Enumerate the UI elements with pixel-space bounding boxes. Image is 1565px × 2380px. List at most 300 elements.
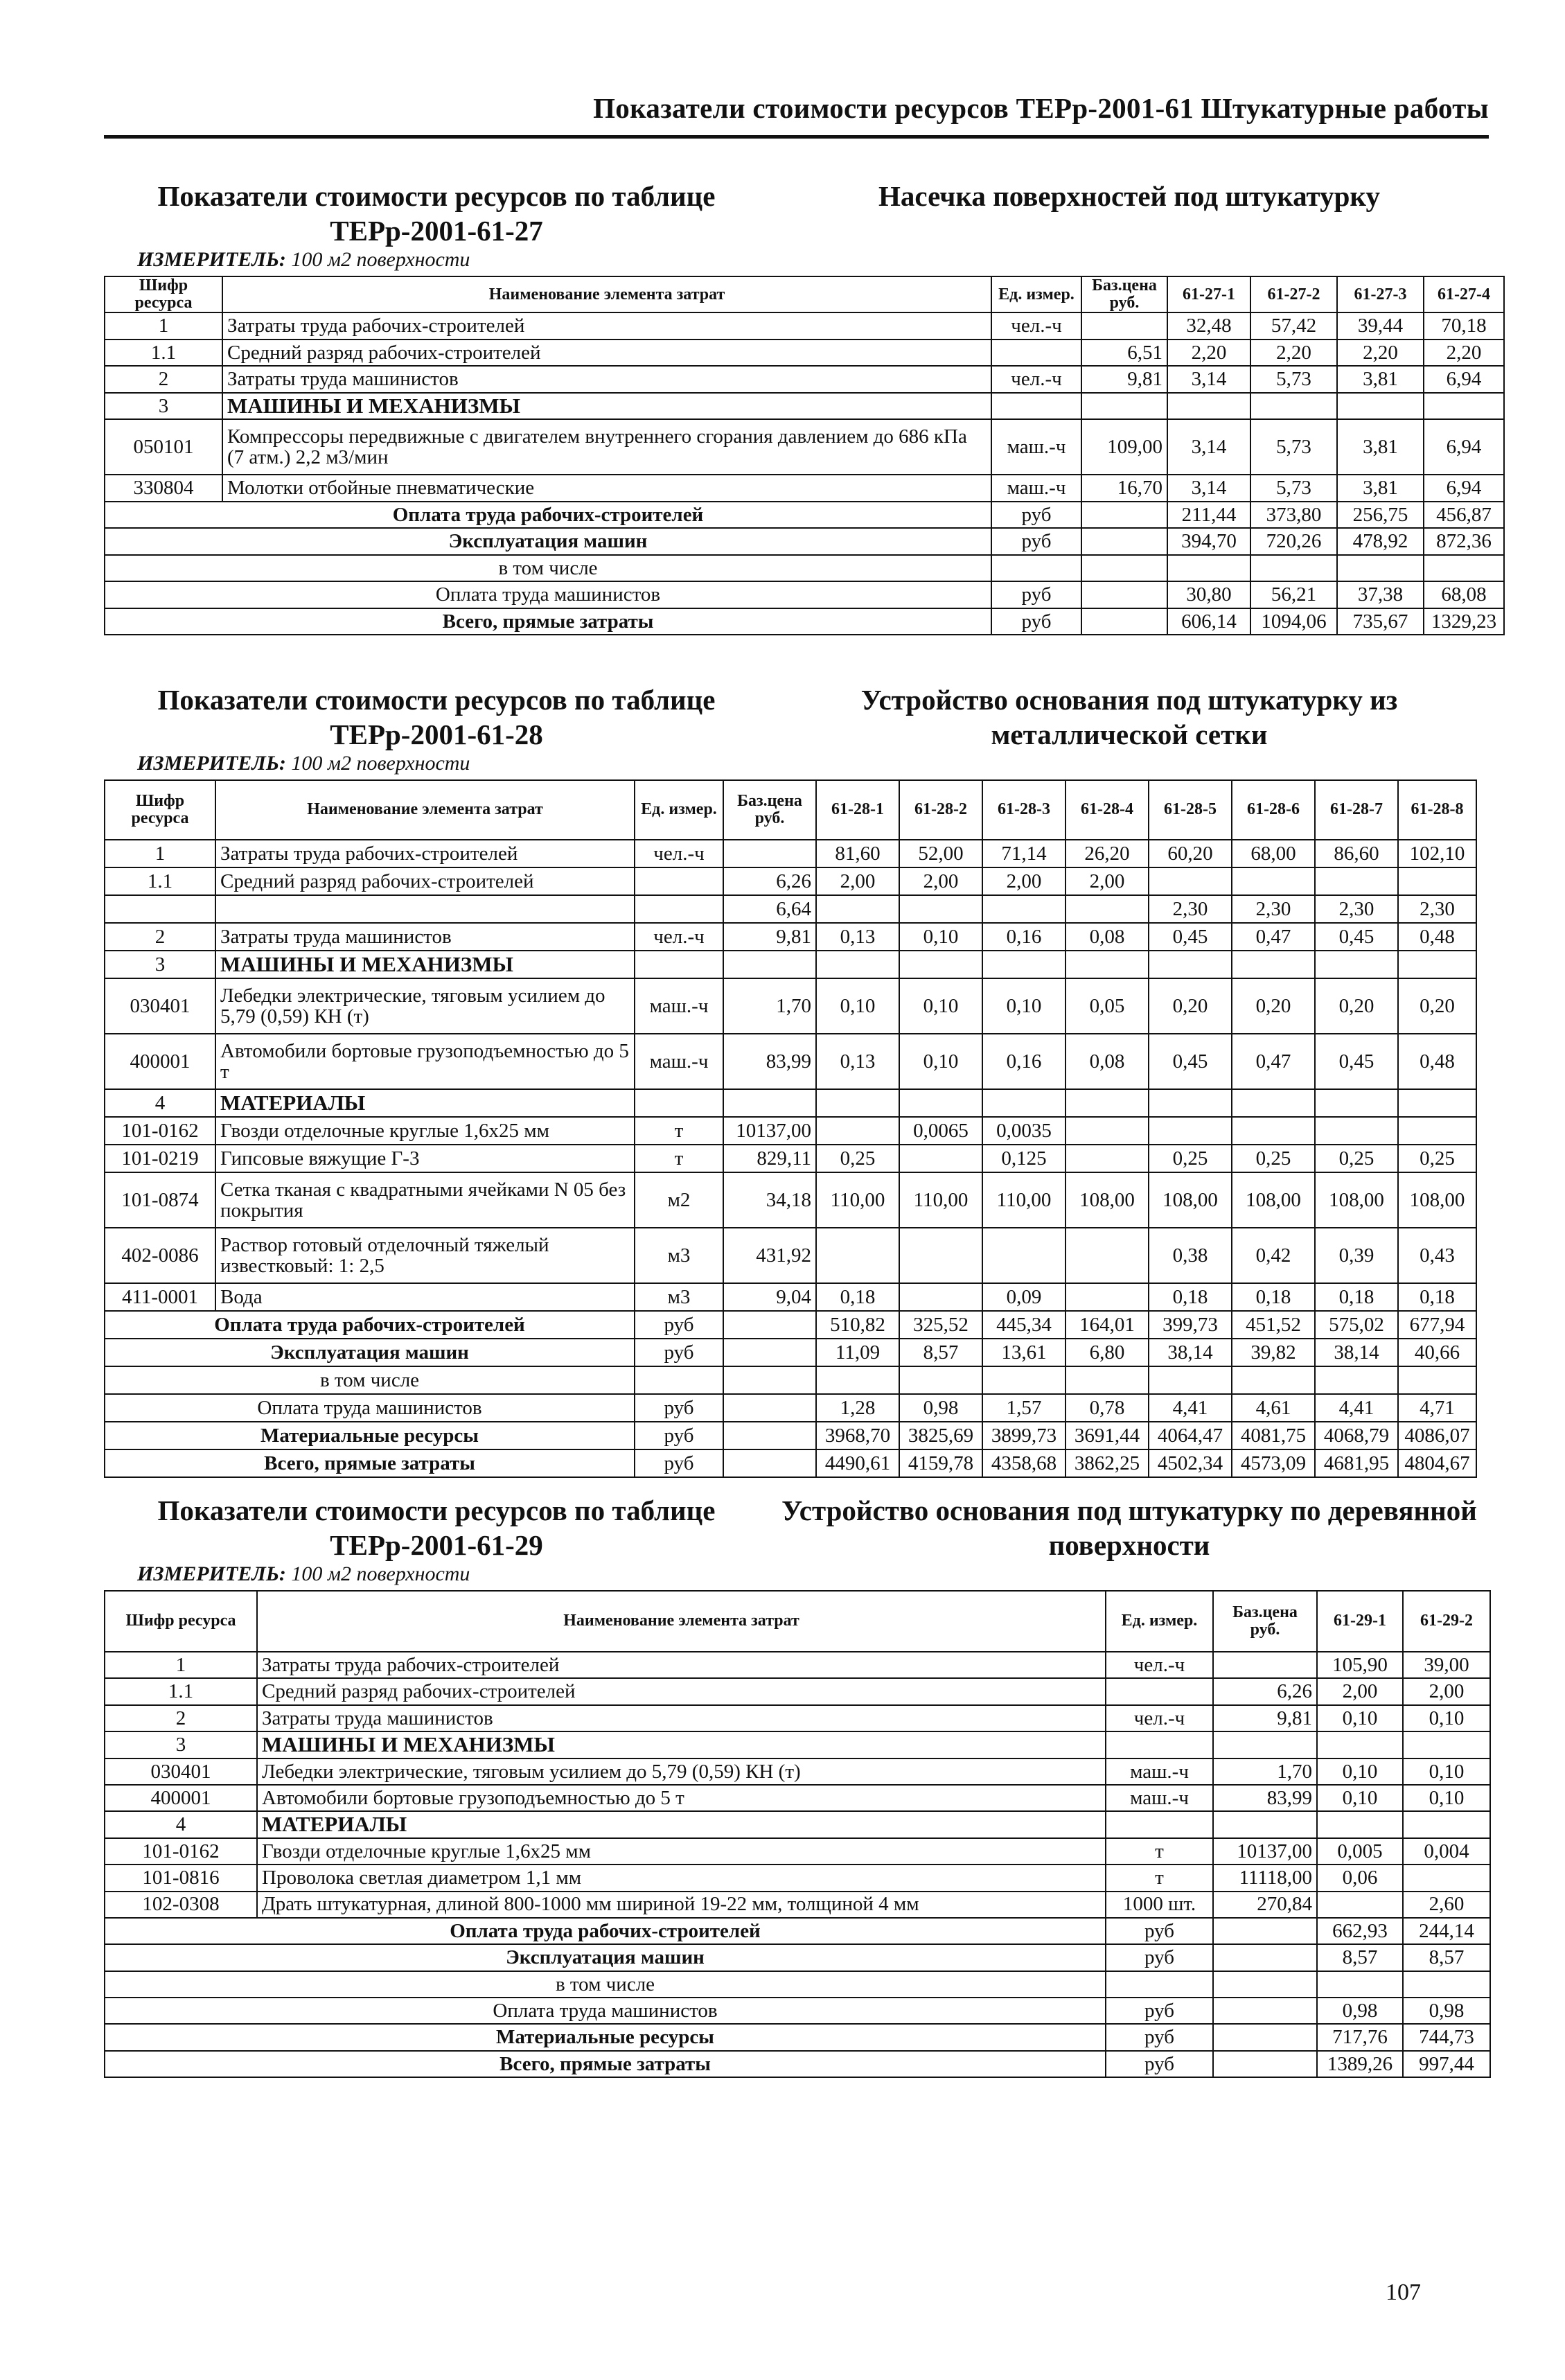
summary-value: 3691,44 — [1066, 1422, 1149, 1449]
norm-value — [1317, 1811, 1403, 1837]
summary-value — [1317, 1971, 1403, 1998]
norm-value: 2,20 — [1337, 340, 1424, 367]
column-header: Ед. измер. — [991, 276, 1081, 312]
norm-value: 0,0035 — [982, 1117, 1066, 1145]
summary-value: 4502,34 — [1149, 1449, 1232, 1477]
unit: чел.-ч — [1106, 1705, 1213, 1731]
norm-value: 2,00 — [1317, 1678, 1403, 1704]
norm-value: 52,00 — [899, 840, 982, 867]
resource-code: 101-0816 — [105, 1865, 257, 1891]
resource-table — [104, 779, 1477, 1478]
summary-value: 164,01 — [1066, 1311, 1149, 1339]
norm-value: 0,45 — [1315, 1034, 1398, 1089]
summary-label: Оплата труда машинистов — [105, 581, 991, 608]
resource-name: Раствор готовый отделочный тяжелый известковый: 1: 2,5 — [215, 1228, 635, 1283]
norm-value: 0,10 — [1403, 1758, 1490, 1785]
resource-code: 1.1 — [105, 340, 222, 367]
summary-row — [105, 1918, 1490, 1944]
base-price: 34,18 — [723, 1172, 816, 1228]
resource-code: 1 — [105, 312, 222, 340]
unit: руб — [1106, 1944, 1213, 1971]
table-row — [105, 1811, 1490, 1837]
measure-value: 100 м2 поверхности — [291, 1562, 470, 1585]
column-header: Наименование элемента затрат — [222, 276, 991, 312]
base-price: 9,81 — [1081, 366, 1167, 393]
norm-value: 2,00 — [982, 867, 1066, 895]
base-price-empty — [1081, 502, 1167, 529]
column-header: Наименование элемента затрат — [215, 780, 635, 840]
summary-row — [105, 528, 1504, 555]
summary-label: Оплата труда машинистов — [105, 1394, 635, 1422]
base-price: 270,84 — [1213, 1892, 1317, 1918]
unit: маш.-ч — [635, 1034, 723, 1089]
unit: т — [1106, 1838, 1213, 1865]
norm-value: 108,00 — [1066, 1172, 1149, 1228]
base-price: 1,70 — [723, 978, 816, 1034]
unit: маш.-ч — [1106, 1758, 1213, 1785]
summary-value: 4490,61 — [816, 1449, 899, 1477]
norm-value: 0,05 — [1066, 978, 1149, 1034]
base-price: 9,81 — [1213, 1705, 1317, 1731]
summary-value: 1,57 — [982, 1394, 1066, 1422]
norm-value — [1066, 1117, 1149, 1145]
norm-value: 0,16 — [982, 1034, 1066, 1089]
summary-label: Эксплуатация машин — [105, 528, 991, 555]
base-price — [1081, 393, 1167, 420]
base-price-empty — [1081, 555, 1167, 582]
norm-value — [1398, 1089, 1476, 1117]
summary-value: 0,98 — [899, 1394, 982, 1422]
table-row — [105, 1705, 1490, 1731]
norm-value: 0,08 — [1066, 923, 1149, 951]
summary-value: 1389,26 — [1317, 2051, 1403, 2077]
norm-value: 0,25 — [1398, 1145, 1476, 1172]
norm-value: 0,25 — [816, 1145, 899, 1172]
summary-value: 575,02 — [1315, 1311, 1398, 1339]
norm-value: 5,73 — [1250, 419, 1337, 475]
summary-value: 720,26 — [1250, 528, 1337, 555]
norm-value: 0,18 — [1398, 1283, 1476, 1311]
norm-value — [1317, 1731, 1403, 1758]
resource-code: 4 — [105, 1811, 257, 1837]
table-row — [105, 978, 1476, 1034]
norm-value: 70,18 — [1424, 312, 1504, 340]
resource-code: 1.1 — [105, 1678, 257, 1704]
norm-value — [816, 951, 899, 978]
norm-value: 0,20 — [1232, 978, 1315, 1034]
base-price: 829,11 — [723, 1145, 816, 1172]
norm-value — [1398, 1117, 1476, 1145]
summary-value — [1398, 1366, 1476, 1394]
unit: маш.-ч — [991, 475, 1081, 502]
resource-code: 101-0874 — [105, 1172, 215, 1228]
norm-value — [1232, 867, 1315, 895]
resource-code: 3 — [105, 951, 215, 978]
resource-code: 400001 — [105, 1785, 257, 1811]
summary-value — [1403, 1971, 1490, 1998]
summary-value: 211,44 — [1167, 502, 1250, 529]
summary-value: 677,94 — [1398, 1311, 1476, 1339]
base-price: 109,00 — [1081, 419, 1167, 475]
summary-value: 606,14 — [1167, 608, 1250, 635]
norm-value: 2,00 — [899, 867, 982, 895]
summary-value: 4081,75 — [1232, 1422, 1315, 1449]
norm-value: 0,18 — [1315, 1283, 1398, 1311]
resource-code: 402-0086 — [105, 1228, 215, 1283]
summary-value: 744,73 — [1403, 2024, 1490, 2050]
section-table-61-29 — [104, 1493, 1489, 2075]
base-price — [1213, 1731, 1317, 1758]
summary-label: Всего, прямые затраты — [105, 2051, 1106, 2077]
norm-value: 3,14 — [1167, 475, 1250, 502]
summary-value: 244,14 — [1403, 1918, 1490, 1944]
norm-value: 0,16 — [982, 923, 1066, 951]
table-header-row — [105, 276, 1504, 312]
resource-name: МАШИНЫ И МЕХАНИЗМЫ — [257, 1731, 1106, 1758]
norm-value — [1424, 393, 1504, 420]
norm-value: 2,20 — [1167, 340, 1250, 367]
summary-value — [1066, 1366, 1149, 1394]
table-header-row — [105, 780, 1476, 840]
resource-code: 030401 — [105, 978, 215, 1034]
base-price-empty — [723, 1394, 816, 1422]
resource-code: 3 — [105, 393, 222, 420]
measure-line — [137, 1562, 470, 1586]
section-subtitle: Устройство основания под штукатурку из металлической сетки — [860, 684, 1398, 750]
base-price — [723, 1089, 816, 1117]
norm-value: 0,10 — [899, 978, 982, 1034]
summary-row — [105, 1394, 1476, 1422]
table-row — [105, 1652, 1490, 1678]
norm-value: 3,14 — [1167, 366, 1250, 393]
unit — [991, 555, 1081, 582]
summary-label: Эксплуатация машин — [105, 1339, 635, 1366]
norm-value: 108,00 — [1232, 1172, 1315, 1228]
summary-label: Оплата труда рабочих-строителей — [105, 502, 991, 529]
summary-value: 37,38 — [1337, 581, 1424, 608]
norm-value: 0,10 — [1317, 1785, 1403, 1811]
norm-value: 0,45 — [1149, 1034, 1232, 1089]
norm-value: 110,00 — [899, 1172, 982, 1228]
base-price: 1,70 — [1213, 1758, 1317, 1785]
norm-value — [899, 1089, 982, 1117]
summary-value: 4,71 — [1398, 1394, 1476, 1422]
summary-value: 8,57 — [1317, 1944, 1403, 1971]
column-header: 61-28-3 — [982, 780, 1066, 840]
norm-value: 26,20 — [1066, 840, 1149, 867]
unit: руб — [1106, 2051, 1213, 2077]
norm-value — [1315, 951, 1398, 978]
norm-value: 71,14 — [982, 840, 1066, 867]
resource-name: Затраты труда рабочих-строителей — [215, 840, 635, 867]
base-price: 10137,00 — [723, 1117, 816, 1145]
column-header: Шифр ресурса — [105, 1591, 257, 1652]
resource-code: 102-0308 — [105, 1892, 257, 1918]
summary-row — [105, 1339, 1476, 1366]
table-row — [105, 1228, 1476, 1283]
norm-value: 0,125 — [982, 1145, 1066, 1172]
unit: т — [1106, 1865, 1213, 1891]
base-price-empty — [1213, 2051, 1317, 2077]
table-row — [105, 1892, 1490, 1918]
summary-label: Оплата труда машинистов — [105, 1998, 1106, 2024]
summary-value — [1424, 555, 1504, 582]
summary-value: 38,14 — [1315, 1339, 1398, 1366]
norm-value: 0,0065 — [899, 1117, 982, 1145]
base-price-empty — [723, 1339, 816, 1366]
norm-value — [1149, 867, 1232, 895]
unit: руб — [991, 528, 1081, 555]
unit: 1000 шт. — [1106, 1892, 1213, 1918]
summary-value: 8,57 — [1403, 1944, 1490, 1971]
norm-value — [982, 951, 1066, 978]
norm-value: 0,43 — [1398, 1228, 1476, 1283]
summary-row — [105, 608, 1504, 635]
norm-value — [1403, 1731, 1490, 1758]
base-price: 83,99 — [1213, 1785, 1317, 1811]
unit: руб — [635, 1339, 723, 1366]
norm-value: 0,10 — [982, 978, 1066, 1034]
norm-value: 0,18 — [816, 1283, 899, 1311]
base-price — [1213, 1811, 1317, 1837]
resource-name: Проволока светлая диаметром 1,1 мм — [257, 1865, 1106, 1891]
summary-row — [105, 1449, 1476, 1477]
norm-value — [1066, 1089, 1149, 1117]
measure-value: 100 м2 поверхности — [291, 248, 470, 271]
summary-row — [105, 1971, 1490, 1998]
summary-value — [1167, 555, 1250, 582]
summary-value: 38,14 — [1149, 1339, 1232, 1366]
table-row — [105, 475, 1504, 502]
summary-value: 478,92 — [1337, 528, 1424, 555]
norm-value — [899, 951, 982, 978]
norm-value: 2,00 — [1403, 1678, 1490, 1704]
resource-name: Сетка тканая с квадратными ячейками N 05 без покрытия — [215, 1172, 635, 1228]
table-row — [105, 923, 1476, 951]
header-rule — [104, 135, 1489, 139]
norm-value — [1315, 1089, 1398, 1117]
summary-value: 3899,73 — [982, 1422, 1066, 1449]
summary-label: Эксплуатация машин — [105, 1944, 1106, 1971]
summary-value: 325,52 — [899, 1311, 982, 1339]
norm-value — [1232, 951, 1315, 978]
base-price — [1081, 312, 1167, 340]
column-header: 61-27-2 — [1250, 276, 1337, 312]
summary-value: 4064,47 — [1149, 1422, 1232, 1449]
norm-value: 5,73 — [1250, 475, 1337, 502]
summary-value: 456,87 — [1424, 502, 1504, 529]
unit: руб — [635, 1311, 723, 1339]
summary-value — [816, 1366, 899, 1394]
summary-value: 40,66 — [1398, 1339, 1476, 1366]
summary-value: 8,57 — [899, 1339, 982, 1366]
summary-row — [105, 2024, 1490, 2050]
summary-value — [1250, 555, 1337, 582]
summary-value: 6,80 — [1066, 1339, 1149, 1366]
norm-value — [1149, 1117, 1232, 1145]
norm-value: 108,00 — [1398, 1172, 1476, 1228]
base-price: 6,64 — [723, 895, 816, 923]
unit: руб — [991, 502, 1081, 529]
norm-value: 102,10 — [1398, 840, 1476, 867]
norm-value: 0,25 — [1315, 1145, 1398, 1172]
table-row — [105, 1089, 1476, 1117]
summary-value: 4681,95 — [1315, 1449, 1398, 1477]
summary-value: 373,80 — [1250, 502, 1337, 529]
norm-value: 0,48 — [1398, 923, 1476, 951]
base-price: 6,26 — [1213, 1678, 1317, 1704]
norm-value: 0,42 — [1232, 1228, 1315, 1283]
resource-code: 330804 — [105, 475, 222, 502]
norm-value: 0,25 — [1232, 1145, 1315, 1172]
column-header: Шифр ресурса — [105, 276, 222, 312]
resource-name: Лебедки электрические, тяговым усилием до 5,79 (0,59) КН (т) — [257, 1758, 1106, 1785]
resource-name: Автомобили бортовые грузоподъемностью до 5 т — [257, 1785, 1106, 1811]
summary-value — [899, 1366, 982, 1394]
summary-value: 4,61 — [1232, 1394, 1315, 1422]
section-title: Показатели стоимости ресурсов по таблице ТЕРр-2001-61-27 — [157, 180, 716, 247]
summary-label: в том числе — [105, 555, 991, 582]
norm-value: 0,10 — [1403, 1785, 1490, 1811]
norm-value — [1066, 1228, 1149, 1283]
resource-code: 4 — [105, 1089, 215, 1117]
norm-value: 39,00 — [1403, 1652, 1490, 1678]
unit — [635, 867, 723, 895]
summary-row — [105, 502, 1504, 529]
summary-value: 399,73 — [1149, 1311, 1232, 1339]
base-price-empty — [723, 1311, 816, 1339]
table-row — [105, 867, 1476, 895]
table-row — [105, 1283, 1476, 1311]
unit: м3 — [635, 1228, 723, 1283]
column-header: Баз.цена руб. — [1213, 1591, 1317, 1652]
summary-label: Оплата труда рабочих-строителей — [105, 1311, 635, 1339]
summary-label: Материальные ресурсы — [105, 2024, 1106, 2050]
measure-value: 100 м2 поверхности — [291, 752, 470, 775]
summary-value: 68,08 — [1424, 581, 1504, 608]
norm-value: 2,20 — [1250, 340, 1337, 367]
resource-code: 411-0001 — [105, 1283, 215, 1311]
norm-value: 2,00 — [1066, 867, 1149, 895]
unit: руб — [635, 1449, 723, 1477]
norm-value: 57,42 — [1250, 312, 1337, 340]
table-row — [105, 1678, 1490, 1704]
norm-value — [1066, 895, 1149, 923]
norm-value: 2,30 — [1398, 895, 1476, 923]
norm-value — [1250, 393, 1337, 420]
unit: руб — [1106, 1918, 1213, 1944]
summary-value: 39,82 — [1232, 1339, 1315, 1366]
base-price-empty — [723, 1422, 816, 1449]
unit: чел.-ч — [635, 840, 723, 867]
summary-value: 0,78 — [1066, 1394, 1149, 1422]
summary-value: 717,76 — [1317, 2024, 1403, 2050]
unit: м3 — [635, 1283, 723, 1311]
norm-value: 0,18 — [1232, 1283, 1315, 1311]
summary-value: 1,28 — [816, 1394, 899, 1422]
column-header: 61-27-1 — [1167, 276, 1250, 312]
summary-value: 1094,06 — [1250, 608, 1337, 635]
norm-value — [1315, 867, 1398, 895]
base-price: 6,51 — [1081, 340, 1167, 367]
norm-value: 2,60 — [1403, 1892, 1490, 1918]
unit: руб — [635, 1394, 723, 1422]
unit: руб — [635, 1422, 723, 1449]
base-price-empty — [1213, 1944, 1317, 1971]
summary-value: 445,34 — [982, 1311, 1066, 1339]
column-header: Наименование элемента затрат — [257, 1591, 1106, 1652]
unit: т — [635, 1117, 723, 1145]
summary-value: 4068,79 — [1315, 1422, 1398, 1449]
base-price-empty — [1213, 2024, 1317, 2050]
norm-value: 0,004 — [1403, 1838, 1490, 1865]
norm-value — [1066, 1283, 1149, 1311]
resource-code: 1 — [105, 1652, 257, 1678]
norm-value: 0,10 — [1403, 1705, 1490, 1731]
table-row — [105, 1117, 1476, 1145]
summary-value: 11,09 — [816, 1339, 899, 1366]
measure-prefix: ИЗМЕРИТЕЛЬ: — [137, 1562, 286, 1585]
norm-value: 0,08 — [1066, 1034, 1149, 1089]
base-price — [723, 840, 816, 867]
unit — [635, 895, 723, 923]
resource-code: 1.1 — [105, 867, 215, 895]
norm-value: 3,81 — [1337, 419, 1424, 475]
summary-label: Всего, прямые затраты — [105, 608, 991, 635]
base-price: 10137,00 — [1213, 1838, 1317, 1865]
norm-value: 2,00 — [816, 867, 899, 895]
base-price: 9,04 — [723, 1283, 816, 1311]
resource-name: Затраты труда рабочих-строителей — [257, 1652, 1106, 1678]
norm-value: 81,60 — [816, 840, 899, 867]
unit: чел.-ч — [991, 312, 1081, 340]
unit — [1106, 1678, 1213, 1704]
table-row — [105, 312, 1504, 340]
norm-value — [899, 1145, 982, 1172]
section-table-61-27 — [104, 179, 1497, 633]
norm-value: 0,13 — [816, 923, 899, 951]
column-header: 61-28-4 — [1066, 780, 1149, 840]
summary-value: 451,52 — [1232, 1311, 1315, 1339]
resource-code: 1 — [105, 840, 215, 867]
resource-code: 101-0162 — [105, 1117, 215, 1145]
measure-prefix: ИЗМЕРИТЕЛЬ: — [137, 248, 286, 271]
resource-name: Драть штукатурная, длиной 800-1000 мм шириной 19-22 мм, толщиной 4 мм — [257, 1892, 1106, 1918]
norm-value: 110,00 — [982, 1172, 1066, 1228]
norm-value: 68,00 — [1232, 840, 1315, 867]
summary-value: 3862,25 — [1066, 1449, 1149, 1477]
norm-value: 39,44 — [1337, 312, 1424, 340]
summary-row — [105, 1311, 1476, 1339]
resource-table — [104, 1590, 1491, 2078]
norm-value: 0,10 — [899, 1034, 982, 1089]
norm-value: 0,18 — [1149, 1283, 1232, 1311]
summary-value: 4358,68 — [982, 1449, 1066, 1477]
summary-value: 872,36 — [1424, 528, 1504, 555]
summary-row — [105, 1944, 1490, 1971]
norm-value — [1167, 393, 1250, 420]
measure-line — [137, 248, 470, 272]
column-header: 61-28-8 — [1398, 780, 1476, 840]
norm-value: 110,00 — [816, 1172, 899, 1228]
norm-value: 0,45 — [1149, 923, 1232, 951]
norm-value — [816, 895, 899, 923]
summary-row — [105, 2051, 1490, 2077]
resource-name: Затраты труда машинистов — [257, 1705, 1106, 1731]
norm-value: 0,39 — [1315, 1228, 1398, 1283]
unit: чел.-ч — [1106, 1652, 1213, 1678]
column-header: 61-27-3 — [1337, 276, 1424, 312]
